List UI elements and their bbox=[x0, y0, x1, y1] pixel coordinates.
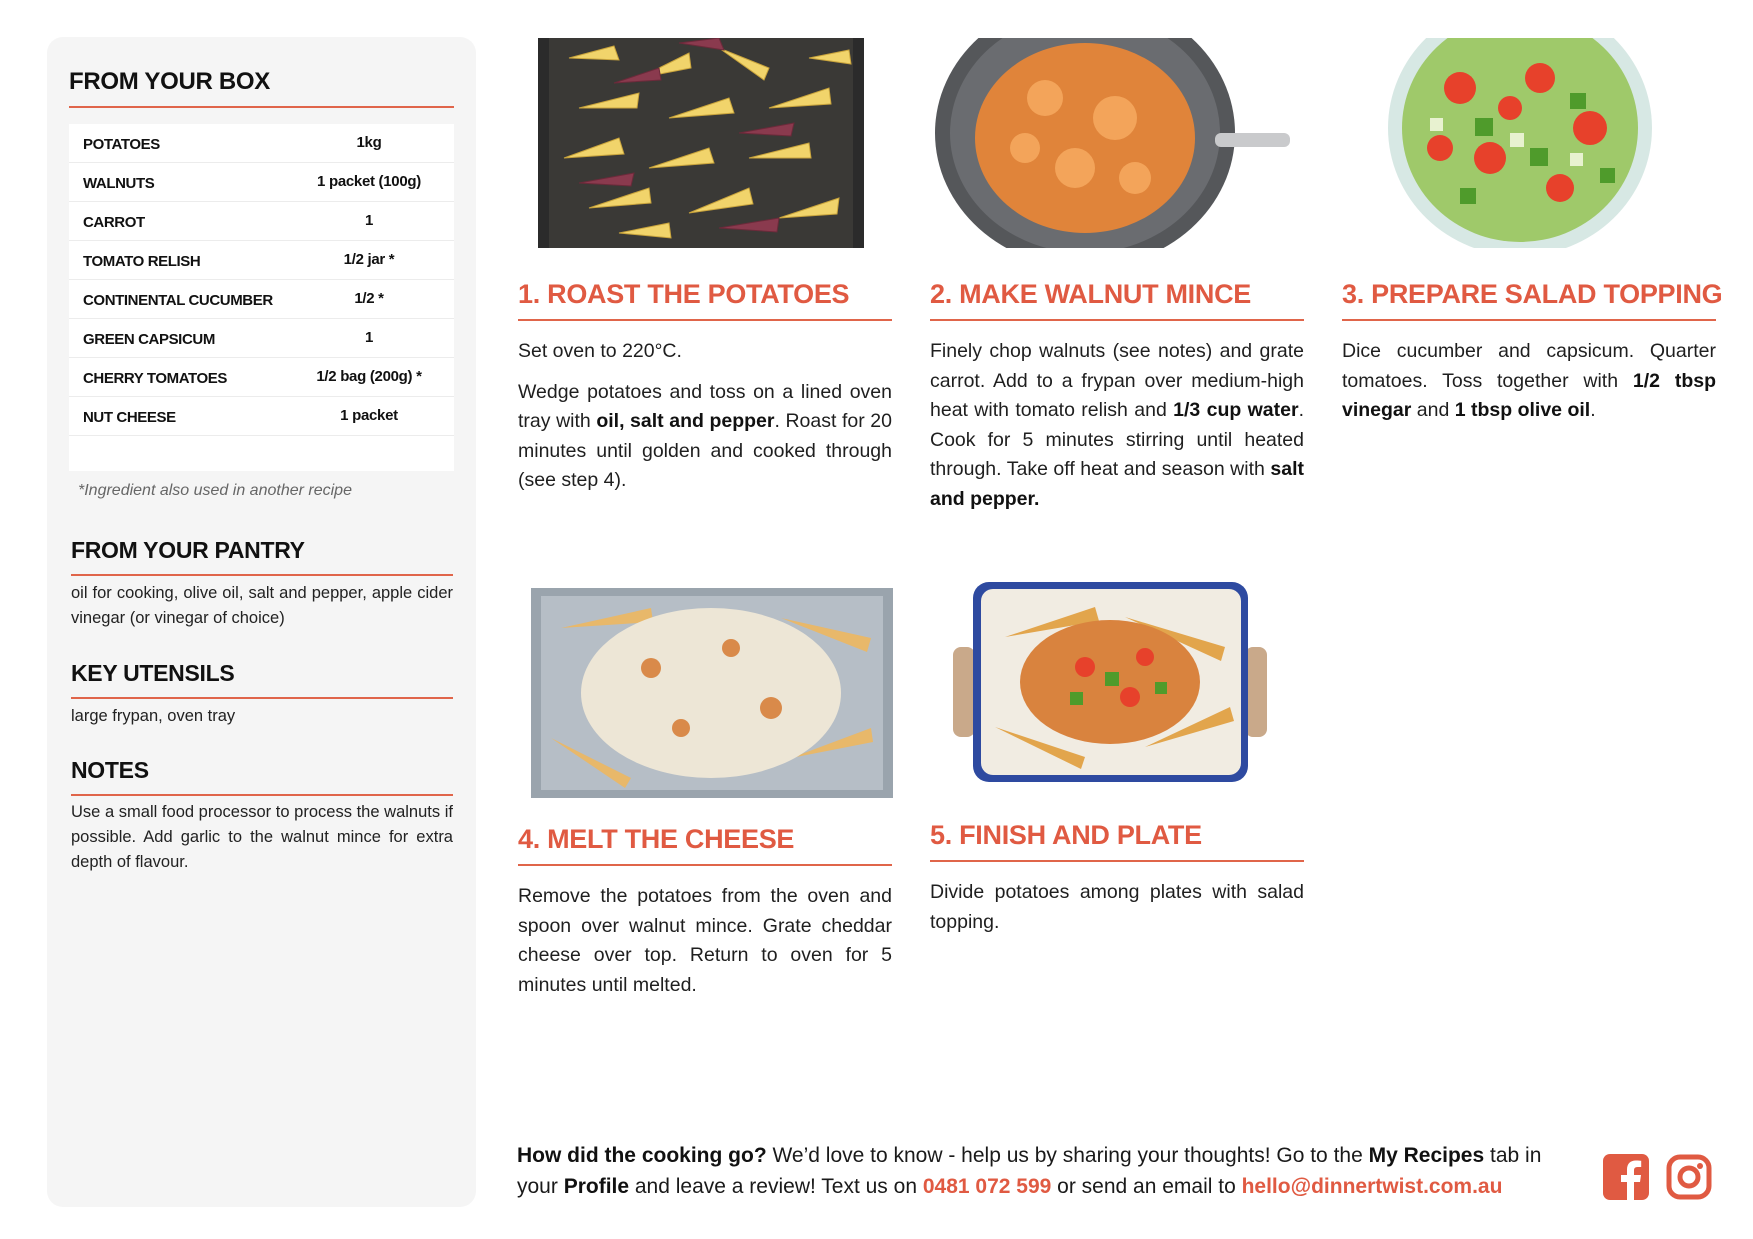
text-run: . Roast for 20 minutes until golden and cooked through (see step 4). bbox=[518, 410, 892, 491]
step-2-photo bbox=[925, 38, 1290, 248]
ingredient-footnote: *Ingredient also used in another recipe bbox=[78, 482, 352, 499]
instagram-icon[interactable] bbox=[1666, 1154, 1712, 1200]
ingredient-row bbox=[69, 358, 454, 397]
ingredient-qty: 1/2 jar * bbox=[343, 251, 395, 268]
step-paragraph bbox=[518, 882, 892, 1000]
step-1-title: 1. ROAST THE POTATOES bbox=[518, 279, 892, 321]
footer-text: and leave a review! Text us on bbox=[629, 1175, 923, 1198]
ingredient-name: CHERRY TOMATOES bbox=[83, 370, 228, 387]
ingredient-qty: 1kg bbox=[356, 134, 382, 151]
step-4-title: 4. MELT THE CHEESE bbox=[518, 824, 892, 866]
ingredient-row bbox=[69, 202, 454, 241]
ingredient-row bbox=[69, 319, 454, 358]
ingredient-row bbox=[69, 124, 454, 163]
step-4-photo bbox=[531, 588, 893, 798]
step-3-title: 3. PREPARE SALAD TOPPING bbox=[1342, 279, 1716, 321]
profile-label: Profile bbox=[563, 1175, 630, 1198]
footer-text: tab in your bbox=[517, 1144, 1542, 1198]
text-run: and bbox=[1411, 399, 1455, 421]
text-run: . bbox=[1590, 399, 1596, 421]
step-paragraph bbox=[930, 878, 1304, 937]
ingredient-name: NUT CHEESE bbox=[83, 409, 176, 426]
ingredient-row bbox=[69, 241, 454, 280]
step-paragraph bbox=[930, 337, 1304, 514]
text-run: Divide potatoes among plates with salad topping. bbox=[930, 881, 1304, 933]
ingredient-qty: 1/2 bag (200g) * bbox=[316, 368, 422, 385]
footer-text: We’d love to know - help us by sharing your thoughts! Go to the bbox=[766, 1144, 1369, 1167]
ingredient-row bbox=[69, 397, 454, 436]
step-paragraph bbox=[518, 378, 892, 496]
ingredient-name: POTATOES bbox=[83, 136, 160, 153]
step-2-title: 2. MAKE WALNUT MINCE bbox=[930, 279, 1304, 321]
ingredients-table bbox=[69, 124, 454, 471]
footer-text: or send an email to bbox=[1051, 1175, 1242, 1198]
text-run: Remove the potatoes from the oven and spoon over walnut mince. Grate cheddar cheese over top. Return to oven for 5 minutes until melted. bbox=[518, 885, 892, 996]
step-5-text bbox=[930, 878, 1304, 948]
text-run: Set oven to 220°C. bbox=[518, 340, 682, 362]
email-link[interactable]: hello@dinnertwist.com.au bbox=[1241, 1175, 1503, 1198]
ingredient-name: GREEN CAPSICUM bbox=[83, 331, 215, 348]
text-run: Finely chop walnuts (see notes) and grate carrot. Add to a frypan over medium-high heat with tomato relish and bbox=[930, 340, 1304, 421]
my-recipes-label: My Recipes bbox=[1368, 1144, 1485, 1167]
ingredient-name: TOMATO RELISH bbox=[83, 253, 201, 270]
step-1-text bbox=[518, 337, 892, 507]
ingredient-qty: 1 packet bbox=[340, 407, 398, 424]
from-your-pantry-title: FROM YOUR PANTRY bbox=[71, 537, 453, 576]
ingredient-row bbox=[69, 280, 454, 319]
ingredient-row bbox=[69, 163, 454, 202]
bold-run: 1 tbsp olive oil bbox=[1454, 399, 1591, 421]
notes-title: NOTES bbox=[71, 757, 453, 796]
step-paragraph bbox=[518, 337, 892, 367]
feedback-footer bbox=[517, 1140, 1577, 1202]
text-run: Dice cucumber and capsicum. Quarter tomatoes. Toss together with bbox=[1342, 340, 1716, 392]
ingredient-name: CONTINENTAL CUCUMBER bbox=[83, 292, 273, 309]
ingredient-name: CARROT bbox=[83, 214, 145, 231]
ingredient-qty: 1 packet (100g) bbox=[317, 173, 421, 190]
text-run: . Cook for 5 minutes stirring until heated through. Take off heat and season with bbox=[930, 399, 1304, 480]
text-run: Wedge potatoes and toss on a lined oven tray with bbox=[518, 380, 892, 432]
step-4-text bbox=[518, 882, 892, 1011]
ingredients-sidebar bbox=[47, 37, 476, 1207]
pantry-text: oil for cooking, olive oil, salt and pepper, apple cider vinegar (or vinegar of choice) bbox=[71, 584, 453, 627]
bold-run: salt and pepper. bbox=[930, 458, 1304, 510]
phone-link[interactable]: 0481 072 599 bbox=[922, 1175, 1052, 1198]
ingredient-name: WALNUTS bbox=[83, 175, 155, 192]
bold-run: oil, salt and pepper bbox=[596, 410, 775, 432]
step-2-text bbox=[930, 337, 1304, 525]
key-utensils-title: KEY UTENSILS bbox=[71, 660, 453, 699]
ingredient-qty: 1 bbox=[364, 212, 374, 229]
utensils-text: large frypan, oven tray bbox=[71, 707, 236, 725]
notes-text: Use a small food processor to process the walnuts if possible. Add garlic to the walnut mince for extra depth of flavour. bbox=[71, 803, 453, 871]
step-5-title: 5. FINISH AND PLATE bbox=[930, 820, 1304, 862]
bold-run: 1/3 cup water bbox=[1173, 399, 1299, 421]
step-1-photo bbox=[519, 38, 874, 248]
ingredient-qty: 1 bbox=[364, 329, 374, 346]
step-5-photo bbox=[945, 577, 1275, 787]
step-3-photo bbox=[1370, 38, 1685, 248]
step-3-text bbox=[1342, 337, 1716, 437]
from-your-box-title: FROM YOUR BOX bbox=[69, 68, 454, 108]
footer-heading: How did the cooking go? bbox=[517, 1144, 767, 1167]
bold-run: 1/2 tbsp vinegar bbox=[1342, 369, 1716, 421]
ingredient-qty: 1/2 * bbox=[354, 290, 384, 307]
facebook-icon[interactable] bbox=[1603, 1154, 1649, 1200]
step-paragraph bbox=[1342, 337, 1716, 426]
